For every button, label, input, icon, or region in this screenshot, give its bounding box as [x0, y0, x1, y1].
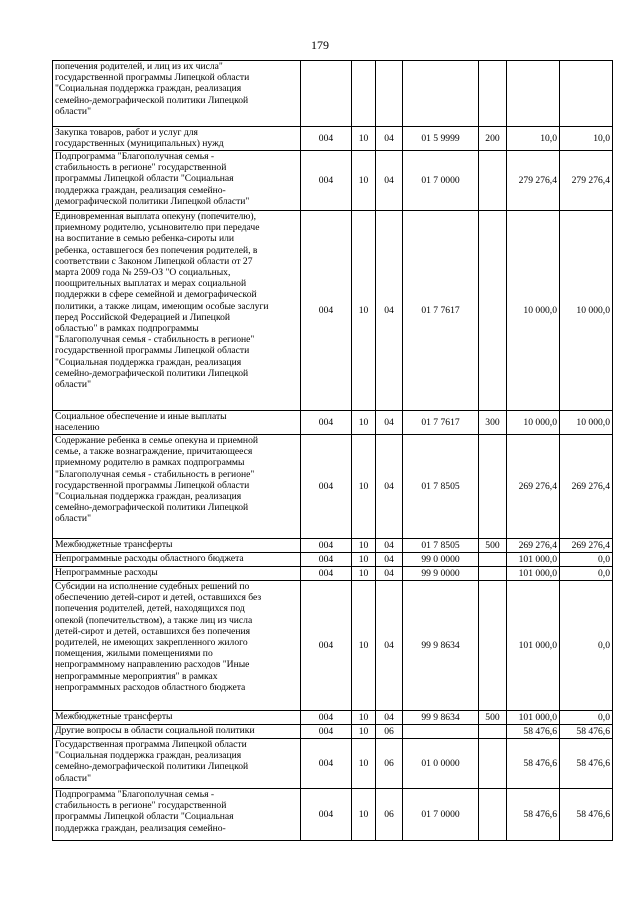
- amount-year-1: [507, 61, 560, 127]
- target-article-code: 99 9 8634: [403, 711, 479, 725]
- ved-code: 004: [301, 725, 352, 739]
- table-body: [53, 61, 613, 841]
- budget-table: [52, 60, 613, 841]
- subsection-code: 04: [376, 435, 403, 539]
- subsection-code: [376, 61, 403, 127]
- target-article-code: 01 7 8505: [403, 539, 479, 553]
- expense-type-code: [479, 725, 507, 739]
- table-row: [53, 435, 613, 539]
- ved-code: 004: [301, 411, 352, 435]
- amount-year-2: 58 476,6: [560, 789, 613, 841]
- subsection-code: 04: [376, 567, 403, 581]
- expense-type-code: [479, 789, 507, 841]
- amount-year-2: [560, 61, 613, 127]
- row-name: Социальное обеспечение и иные выплаты населению: [53, 411, 301, 435]
- target-article-code: [403, 725, 479, 739]
- table-row: [53, 567, 613, 581]
- amount-year-1: 58 476,6: [507, 725, 560, 739]
- row-name: Непрограммные расходы: [53, 567, 301, 581]
- row-name: Подпрограмма "Благополучная семья - стабильность в регионе" государственной программы Липецкой области "Социальная поддержка граждан, реализация семейно-: [53, 789, 301, 841]
- expense-type-code: 200: [479, 127, 507, 151]
- row-name: Другие вопросы в области социальной политики: [53, 725, 301, 739]
- amount-year-1: 279 276,4: [507, 151, 560, 211]
- ved-code: 004: [301, 539, 352, 553]
- expense-type-code: 500: [479, 711, 507, 725]
- subsection-code: 06: [376, 739, 403, 789]
- expense-type-code: [479, 211, 507, 411]
- target-article-code: 99 9 0000: [403, 567, 479, 581]
- ved-code: 004: [301, 711, 352, 725]
- table-row: [53, 61, 613, 127]
- expense-type-code: [479, 61, 507, 127]
- amount-year-2: 0,0: [560, 711, 613, 725]
- section-code: 10: [352, 789, 376, 841]
- row-name: попечения родителей, и лиц из их числа" государственной программы Липецкой области "Социальная поддержка граждан, реализация семейно-демографической политики Липецкой области": [53, 61, 301, 127]
- amount-year-1: 10 000,0: [507, 211, 560, 411]
- expense-type-code: [479, 435, 507, 539]
- target-article-code: 01 5 9999: [403, 127, 479, 151]
- ved-code: 004: [301, 435, 352, 539]
- subsection-code: 04: [376, 711, 403, 725]
- table-row: [53, 711, 613, 725]
- section-code: 10: [352, 553, 376, 567]
- target-article-code: 01 7 8505: [403, 435, 479, 539]
- subsection-code: 04: [376, 151, 403, 211]
- table-row: [53, 211, 613, 411]
- expense-type-code: [479, 553, 507, 567]
- row-name: Единовременная выплата опекуну (попечителю), приемному родителю, усыновителю при передаче на воспитание в семью ребенка-сироты или ребенка, оставшегося без попечения родителей, в соответствии с Законом Липецкой области от 27 марта 2009 года № 259-ОЗ "О социальных, поощрительных выплатах и мерах социальной поддержки в сфере семейной и демографической политики, а также лицам, имеющим особые заслуги перед Российской Федерацией и Липецкой областью" в рамках подпрограммы "Благополучная семья - стабильность в регионе" государственной программы Липецкой области "Социальная поддержка граждан, реализация семейно-демографической политики Липецкой области": [53, 211, 301, 411]
- target-article-code: 99 0 0000: [403, 553, 479, 567]
- subsection-code: 04: [376, 211, 403, 411]
- row-name: Закупка товаров, работ и услуг для государственных (муниципальных) нужд: [53, 127, 301, 151]
- amount-year-2: 10 000,0: [560, 211, 613, 411]
- target-article-code: 01 7 0000: [403, 151, 479, 211]
- section-code: 10: [352, 739, 376, 789]
- expense-type-code: 300: [479, 411, 507, 435]
- row-name: Межбюджетные трансферты: [53, 711, 301, 725]
- subsection-code: 04: [376, 411, 403, 435]
- table-row: [53, 789, 613, 841]
- amount-year-2: 0,0: [560, 581, 613, 711]
- target-article-code: 01 0 0000: [403, 739, 479, 789]
- amount-year-2: 10 000,0: [560, 411, 613, 435]
- row-name: Подпрограмма "Благополучная семья - стабильность в регионе" государственной программы Липецкой области "Социальная поддержка граждан, реализация семейно- демографической политики Липецкой области": [53, 151, 301, 211]
- table-row: [53, 539, 613, 553]
- amount-year-1: 101 000,0: [507, 581, 560, 711]
- amount-year-1: 10 000,0: [507, 411, 560, 435]
- target-article-code: 01 7 0000: [403, 789, 479, 841]
- expense-type-code: [479, 151, 507, 211]
- ved-code: 004: [301, 789, 352, 841]
- amount-year-2: 269 276,4: [560, 435, 613, 539]
- expense-type-code: [479, 739, 507, 789]
- target-article-code: 01 7 7617: [403, 411, 479, 435]
- amount-year-2: 269 276,4: [560, 539, 613, 553]
- ved-code: 004: [301, 739, 352, 789]
- section-code: 10: [352, 411, 376, 435]
- amount-year-2: 0,0: [560, 553, 613, 567]
- table-row: [53, 553, 613, 567]
- row-name: Содержание ребенка в семье опекуна и приемной семье, а также вознаграждение, причитающееся приемному родителю в рамках подпрограммы "Благополучная семья - стабильность в регионе" государственной программы Липецкой области "Социальная поддержка граждан, реализация семейно-демографической политики Липецкой области": [53, 435, 301, 539]
- section-code: [352, 61, 376, 127]
- section-code: 10: [352, 127, 376, 151]
- section-code: 10: [352, 725, 376, 739]
- amount-year-1: 10,0: [507, 127, 560, 151]
- amount-year-1: 58 476,6: [507, 739, 560, 789]
- ved-code: 004: [301, 553, 352, 567]
- expense-type-code: [479, 567, 507, 581]
- amount-year-2: 279 276,4: [560, 151, 613, 211]
- table-row: [53, 127, 613, 151]
- expense-type-code: [479, 581, 507, 711]
- section-code: 10: [352, 151, 376, 211]
- subsection-code: 04: [376, 127, 403, 151]
- subsection-code: 04: [376, 581, 403, 711]
- amount-year-1: 101 000,0: [507, 711, 560, 725]
- ved-code: 004: [301, 567, 352, 581]
- amount-year-1: 101 000,0: [507, 567, 560, 581]
- table-row: [53, 739, 613, 789]
- table-row: [53, 725, 613, 739]
- page-number: 179: [311, 38, 329, 52]
- amount-year-2: 10,0: [560, 127, 613, 151]
- target-article-code: [403, 61, 479, 127]
- ved-code: [301, 61, 352, 127]
- section-code: 10: [352, 211, 376, 411]
- ved-code: 004: [301, 127, 352, 151]
- table-row: [53, 411, 613, 435]
- section-code: 10: [352, 581, 376, 711]
- target-article-code: 99 9 8634: [403, 581, 479, 711]
- subsection-code: 06: [376, 789, 403, 841]
- row-name: Государственная программа Липецкой области "Социальная поддержка граждан, реализация семейно-демографической политики Липецкой области": [53, 739, 301, 789]
- ved-code: 004: [301, 151, 352, 211]
- ved-code: 004: [301, 211, 352, 411]
- row-name: Межбюджетные трансферты: [53, 539, 301, 553]
- section-code: 10: [352, 711, 376, 725]
- row-name: Субсидии на исполнение судебных решений по обеспечению детей-сирот и детей, оставшихся без попечения родителей, детей, находящихся под опекой (попечительством), а также лиц из числа детей-сирот и детей, оставшихся без попечения родителей, не имеющих закрепленного жилого помещения, жилыми помещениями по непрограммному направлению расходов "Иные непрограммные мероприятия" в рамках непрограммных расходов областного бюджета: [53, 581, 301, 711]
- table-row: [53, 151, 613, 211]
- section-code: 10: [352, 435, 376, 539]
- row-name: Непрограммные расходы областного бюджета: [53, 553, 301, 567]
- target-article-code: 01 7 7617: [403, 211, 479, 411]
- amount-year-1: 269 276,4: [507, 539, 560, 553]
- ved-code: 004: [301, 581, 352, 711]
- subsection-code: 04: [376, 553, 403, 567]
- amount-year-2: 58 476,6: [560, 739, 613, 789]
- amount-year-1: 269 276,4: [507, 435, 560, 539]
- section-code: 10: [352, 539, 376, 553]
- expense-type-code: 500: [479, 539, 507, 553]
- amount-year-1: 58 476,6: [507, 789, 560, 841]
- section-code: 10: [352, 567, 376, 581]
- amount-year-2: 58 476,6: [560, 725, 613, 739]
- subsection-code: 06: [376, 725, 403, 739]
- subsection-code: 04: [376, 539, 403, 553]
- table-row: [53, 581, 613, 711]
- amount-year-1: 101 000,0: [507, 553, 560, 567]
- amount-year-2: 0,0: [560, 567, 613, 581]
